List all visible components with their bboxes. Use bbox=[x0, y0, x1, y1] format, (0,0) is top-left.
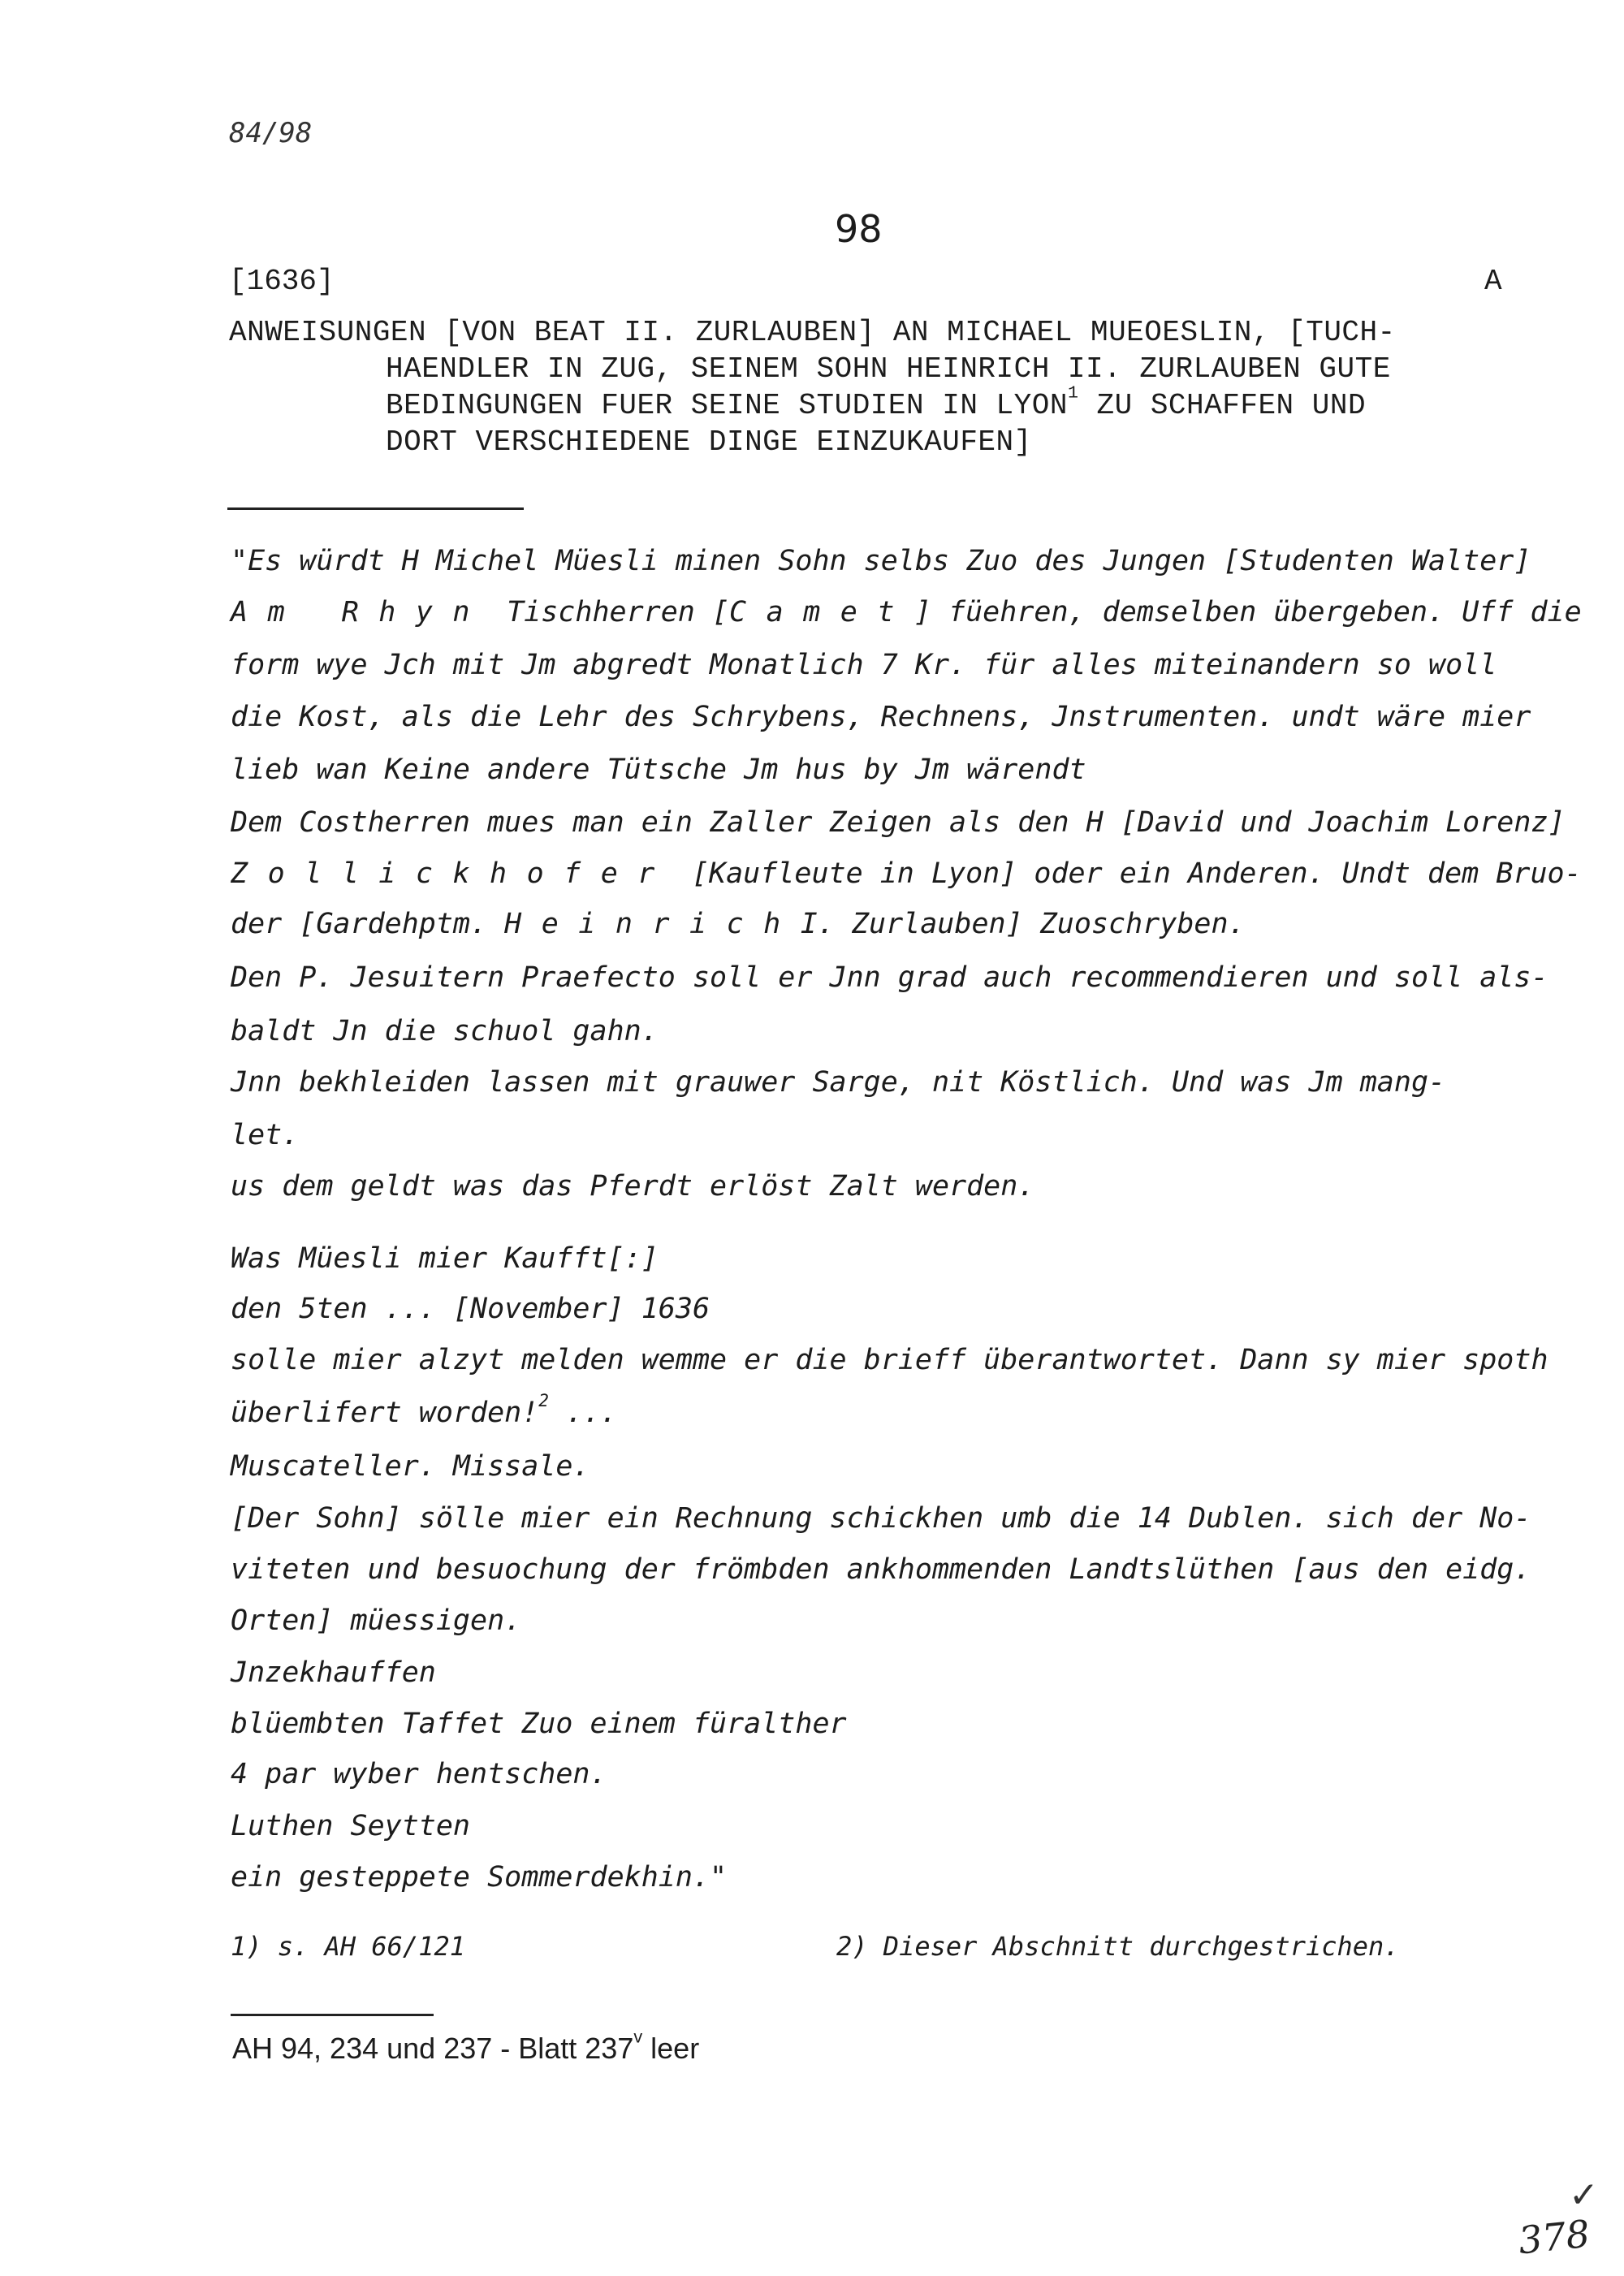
body-line-15: den 5ten ... [November] 1636 bbox=[231, 1293, 710, 1325]
body-line-1: "Es würdt H Michel Müesli minen Sohn selbs Zuo des Jungen [Studenten Walter] bbox=[231, 545, 1531, 577]
body-line-26: ein gesteppete Sommerdekhin." bbox=[231, 1861, 728, 1894]
body-line-5: lieb wan Keine andere Tütsche Jm hus by Jm wärendt bbox=[231, 754, 1086, 786]
document-letter: A bbox=[1484, 265, 1502, 298]
footnote-divider bbox=[231, 2014, 434, 2016]
body-line-21: Orten] müessigen. bbox=[231, 1604, 522, 1637]
footnote-1: 1) s. AH 66/121 bbox=[231, 1931, 465, 1962]
archive-reference: 84/98 bbox=[229, 117, 313, 149]
heading-line-4: DORT VERSCHIEDENE DINGE EINZUKAUFEN] bbox=[386, 425, 1032, 459]
body-line-10: baldt Jn die schuol gahn. bbox=[231, 1015, 659, 1047]
body-line-3: form wye Jch mit Jm abgredt Monatlich 7 Kr. für alles miteinandern so woll bbox=[231, 649, 1497, 681]
body-line-11: Jnn bekhleiden lassen mit grauwer Sarge, nit Köstlich. Und was Jm mang- bbox=[231, 1066, 1446, 1099]
body-line-14: Was Müesli mier Kaufft[:] bbox=[231, 1242, 659, 1275]
body-line-24: 4 par wyber hentschen. bbox=[231, 1758, 607, 1790]
body-line-4: die Kost, als die Lehr des Schrybens, Rechnens, Jnstrumenten. undt wäre mier bbox=[231, 701, 1531, 733]
body-line-8: der [Gardehptm. HeinrichI. Zurlauben] Zuoschryben. bbox=[231, 908, 1246, 940]
body-line-19: [Der Sohn] sölle mier ein Rechnung schickhen umb die 14 Dublen. sich der No- bbox=[231, 1502, 1531, 1535]
body-line-20: viteten und besuochung der frömbden ankhommenden Landtslüthen [aus den eidg. bbox=[231, 1553, 1531, 1586]
body-line-12: let. bbox=[231, 1119, 300, 1151]
body-line-23: blüembten Taffet Zuo einem füralther bbox=[231, 1708, 847, 1740]
footnote-2: 2) Dieser Abschnitt durchgestrichen. bbox=[836, 1931, 1400, 1962]
heading-line-1: ANWEISUNGEN [VON BEAT II. ZURLAUBEN] AN MICHAEL MUEOESLIN, [TUCH- bbox=[229, 316, 1396, 349]
heading-divider bbox=[227, 507, 524, 510]
body-line-17: überlifert worden!$^2$ ... bbox=[231, 1391, 618, 1429]
footnote-ref-2: 2 bbox=[538, 1391, 549, 1411]
body-line-22: Jnzekhauffen bbox=[231, 1656, 436, 1689]
handwritten-check-icon: ✓ bbox=[1569, 2175, 1599, 2216]
source-line: AH 94, 234 und 237 - Blatt 237$^v$ leer bbox=[232, 2026, 700, 2065]
heading-line-3: BEDINGUNGEN FUER SEINE STUDIEN IN LYON$^1$ ZU SCHAFFEN UND bbox=[386, 383, 1367, 422]
body-line-13: us dem geldt was das Pferdt erlöst Zalt werden. bbox=[231, 1170, 1035, 1203]
heading-line-2: HAENDLER IN ZUG, SEINEM SOHN HEINRICH II. ZURLAUBEN GUTE bbox=[386, 352, 1391, 386]
handwritten-page-number: 378 bbox=[1516, 2211, 1592, 2263]
body-line-16: solle mier alzyt melden wemme er die brieff überantwortet. Dann sy mier spoth bbox=[231, 1344, 1548, 1376]
body-line-25: Luthen Seytten bbox=[231, 1810, 471, 1842]
body-line-9: Den P. Jesuitern Praefecto soll er Jnn grad auch recommendieren und soll als- bbox=[231, 961, 1548, 994]
body-line-7: Zollickhofer [Kaufleute in Lyon] oder ein Anderen. Undt dem Bruo- bbox=[231, 857, 1582, 890]
document-number: 98 bbox=[835, 207, 883, 251]
body-line-6: Dem Costherren mues man ein Zaller Zeigen als den H [David und Joachim Lorenz] bbox=[231, 806, 1566, 839]
body-line-18: Muscateller. Missale. bbox=[231, 1450, 590, 1483]
body-line-2: Am Rhyn Tischherren [Camet] füehren, demselben übergeben. Uff die bbox=[231, 596, 1582, 628]
footnote-ref-1: 1 bbox=[1067, 383, 1079, 404]
document-date: [1636] bbox=[229, 265, 335, 298]
